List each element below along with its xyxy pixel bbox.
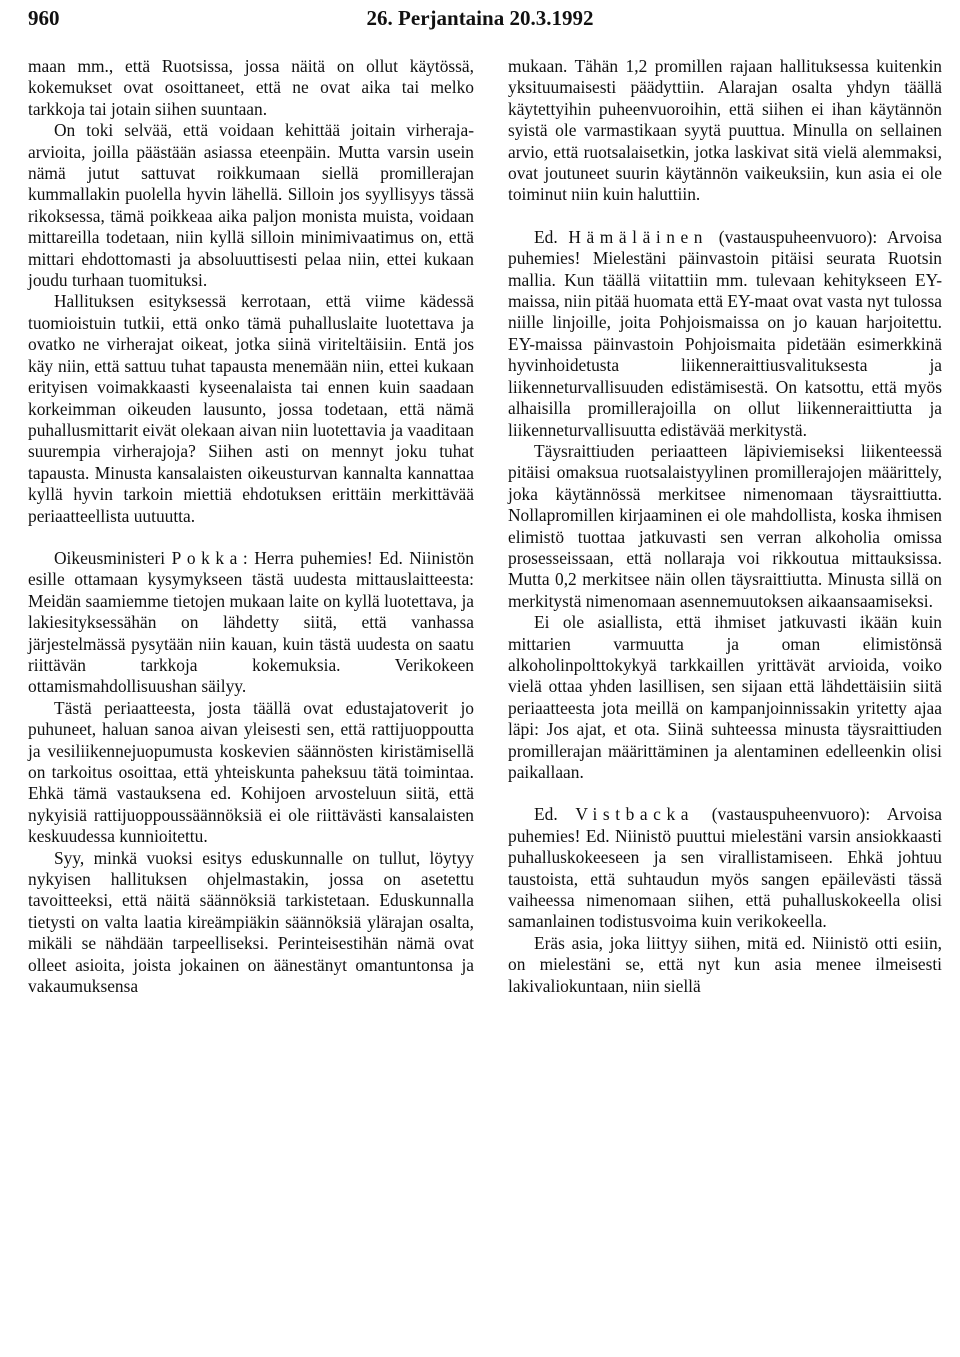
page-number: 960: [28, 6, 60, 30]
speech-text: : Herra puhemies! Ed. Niinistön esille ottamaan kysymykseen tästä uudesta mittauslaitteesta: Meidän saamiemme tietojen mukaan laite on kyllä luotettava, ja lakiesityksessähän on lähdetty siitä, että vanhassa järjestelmässä pysytään niin kauan, kuin tästä uudesta on saatu riittävän tarkkoja kokemuksia. Verikokeen ottamismahdollisuushan säilyy.: [28, 547, 474, 697]
paragraph: On toki selvää, että voidaan kehittää joitain virheraja-arvioita, joilla päästään asiassa eteenpäin. Mutta varsin usein nämä jutut sattuvat roikkumaan siellä promillerajan kummallakin puolella hyvin lähellä. Silloin jos syyllisyys tässä rikoksessa, tämä poikkeaa aika paljon monista muista, voidaan mittareilla todetaan, niin kyllä silloin minimivaatimus on, että mittari ehdottomasti ja absoluuttisesti pelaa niin, ettei kukaan joudu turhaan tuomituksi.: [28, 120, 474, 291]
paragraph: mukaan. Tähän 1,2 promillen rajaan hallituksessa kuitenkin yksituumaisesti päädyttiin. Alarajan osalta yhdyn täällä käytettyihin puheenvuoroihin, että siihen ei ihan käytännön syistä ole varmastikaan syytä puuttua. Minulla on sellainen arvio, että ruotsalaisetkin, jotka laskivat sitä vielä alemmaksi, ovat joutuneet suurin käytännön vaikeuksiin, kun asia ei ole toiminut niin kuin haluttiin.: [508, 56, 942, 205]
paragraph: Täysraittiuden periaatteen läpiviemiseksi liikenteessä pitäisi omaksua ruotsalaistyylinen promillerajojen määrittely, joka käytännössä merkitsee nimenomaan täysraittiutta. Nollapromillen kirjaaminen ei ole mahdollista, koska ihmisen elimistö tuottaa jatkuvasti sen verran alkoholia omissa prosesseissaan, että nollaraja voi rikkoutua mittauksissa. Mutta 0,2 merkitsee näin ollen täysraittiutta. Minusta sillä on merkitystä nimenomaan asennemuutoksen aikaansaamiseksi.: [508, 440, 942, 611]
session-date: 26. Perjantaina 20.3.1992: [366, 6, 594, 30]
paragraph: Tästä periaatteesta, josta täällä ovat edustajatoverit jo puhuneet, haluan sanoa aivan yleisesti sen, että rattijuoppoutta ja vesiliikennejuopumusta koskevien säännösten kiristämisellä on tarkoitus osoittaa, että yhteiskunta paheksuu tätä toimintaa. Ehkä tämä vastauksena ed. Kohijoen arvosteluun siitä, että nykyisiä rattijuoppoussäännöksiä ei ole riittävästi kansalaisten keskuudessa kunnioitettu.: [28, 697, 474, 847]
speaker-name: Vistbacka: [575, 804, 695, 825]
speaker-role: Ed.: [534, 226, 558, 247]
paragraph: Hallituksen esityksessä kerrotaan, että viime kädessä tuomioistuin tutkii, että onko tämä puhalluslaite luotettava ja ovatko ne virherajat oikeat, jotka siinä viriteltäisiin. Entä jos käy niin, että sattuu tuhat tapausta menemään niin, ettei kukaan erityisen voimakkaasti kyseenalaista tai ennen kuin saadaan korkeimman oikeuden lausunto, jossa todetaan, että nämä puhallusmittarit eivät olekaan aivan niin luotettavia ja vaaditaan suurempia virherajoja? Siihen asti on mennyt joku tuhat tapausta. Minusta kansalaisten oikeusturvan kannalta kannattaa kyllä hyvin tarkoin miettiä ehdotuksen erittäin merkittävää periaatteellista uutuutta.: [28, 291, 474, 526]
paragraph: Syy, minkä vuoksi esitys eduskunnalle on tullut, löytyy nykyisen hallituksen ohjelmastakin, jossa on asetettu tavoitteeksi, että näitä säännöksiä tarkistetaan. Eduskunnalla tietysti on valta laatia kireämpiäkin säännöksiä ylärajan osalta, mikäli se nähdään tarpeelliseksi. Perinteisestihän nämä ovat olleet asioita, joista jokainen on äänestänyt omantuntonsa ja vakaumuksensa: [28, 847, 474, 997]
speech-paragraph: [508, 804, 942, 932]
speech-paragraph: [508, 227, 942, 441]
speech-text: (vastauspuheenvuoro): Arvoisa puhemies! Mielestäni päinvastoin pitäisi seurata Ruotsin mallia. Kun täällä viitattiin mm. tulevaan kehitykseen EY-maissa, niin pitää huomata että EY-maat ovat vasta nyt tulossa niille linjoille, joita Pohjoismaissa on jo kauan harjoitettu. EY-maissa päinvastoin Pohjoismaita pidetään esimerkkinä hyvinhoidetusta liikenneraittiusvalituksesta ja liikenneturvallisuuden edistämisestä. On katsottu, että myös alhaisilla promillerajoilla on ollut liikenneraittiutta ja liikenneturvallisuutta edistävää merkitystä.: [508, 226, 942, 440]
left-column: [28, 56, 474, 997]
speaker-name: Hämäläinen: [568, 226, 709, 247]
speaker-role: Oikeusministeri: [54, 547, 166, 568]
page-header: [28, 6, 932, 36]
speaker-role: Ed.: [534, 804, 558, 825]
speech-paragraph: [28, 548, 474, 698]
speaker-name: Pokka: [171, 547, 243, 568]
speech-text: (vastauspuheenvuoro): Arvoisa puhemies! Ed. Niinistö puuttui mielestäni varsin ansiokkaasti puhalluskokeeseen ja sen virallistamiseen. Ehkä johtuu taustoista, että suhtaudun myös sangen epäilevästi tässä vaiheessa nimenomaan siihen, että puhalluskokeella olisi samanlainen todistusvoima kuin verikokeella.: [508, 804, 942, 932]
paragraph: maan mm., että Ruotsissa, jossa näitä on ollut käytössä, kokemukset ovat osoittaneet, että ne ovat aika tai melko tarkkoja tai jotain siihen suuntaan.: [28, 56, 474, 119]
right-column: [508, 56, 942, 997]
paragraph: Ei ole asiallista, että ihmiset jatkuvasti ikään kuin mittarien varmuutta ja oman elimistönsä alkoholinpolttokykyä tarkkaillen yrittävät arvioida, voiko vielä ottaa yhden lasillisen, sen sijaan että lähdettäisiin siitä periaatteesta jota meillä on kampanjoinnissakin yritetty ajaa läpi: Jos ajat, et ota. Siinä suhteessa minusta täysraittiuden promillerajan määrittäminen ja alentaminen edelleenkin olisi paikallaan.: [508, 612, 942, 782]
paragraph: Eräs asia, joka liittyy siihen, mitä ed. Niinistö otti esiin, on mielestäni se, että nyt kun asia menee ilmeisesti lakivaliokuntaan, niin siellä: [508, 932, 942, 996]
